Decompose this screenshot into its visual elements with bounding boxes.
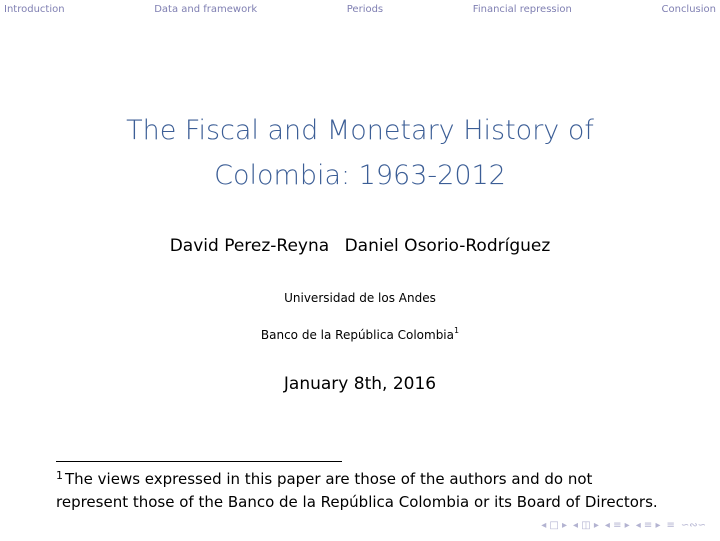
- nav-document-icon[interactable]: ◂ ≡ ▸: [635, 520, 661, 531]
- footnote-text: The views expressed in this paper are those of the authors and do not represent those of the Banco de la República Colombia or its Board of Directors.: [56, 470, 658, 511]
- institution-2: [0, 326, 720, 342]
- nav-subsection-icon[interactable]: ◂ ◫ ▸: [573, 520, 599, 531]
- slide-title-line-1: The Fiscal and Monetary History of: [126, 115, 594, 146]
- slide-title-line-2: Colombia: 1963-2012: [214, 160, 506, 191]
- footnote-mark[interactable]: 1: [454, 326, 460, 335]
- nav-financial-repression[interactable]: Financial repression: [472, 3, 572, 15]
- nav-align-icon[interactable]: ≡: [666, 520, 675, 531]
- slide-title: [0, 108, 720, 198]
- footnote-rule: [56, 461, 342, 462]
- author-2: Daniel Osorio-Rodríguez: [344, 236, 551, 256]
- nav-periods[interactable]: Periods: [346, 3, 384, 15]
- nav-frame-icon[interactable]: ◂ □ ▸: [541, 520, 568, 531]
- beamer-navigation-controls: [541, 521, 706, 531]
- authors: [0, 236, 720, 256]
- institution-2-name: Banco de la República Colombia: [260, 328, 454, 342]
- author-1: David Perez-Reyna: [169, 236, 330, 256]
- footnote: [56, 464, 666, 514]
- presentation-date: January 8th, 2016: [283, 374, 437, 394]
- nav-search-icon[interactable]: ∽∾∽: [680, 520, 706, 531]
- nav-data-and-framework[interactable]: Data and framework: [154, 3, 258, 15]
- section-navigation: [0, 0, 720, 18]
- nav-section-icon[interactable]: ◂ ≡ ▸: [604, 520, 630, 531]
- nav-conclusion[interactable]: Conclusion: [661, 3, 716, 15]
- footnote-number: 1: [56, 469, 63, 482]
- nav-introduction[interactable]: Introduction: [4, 3, 65, 15]
- institution-1: Universidad de los Andes: [284, 291, 436, 305]
